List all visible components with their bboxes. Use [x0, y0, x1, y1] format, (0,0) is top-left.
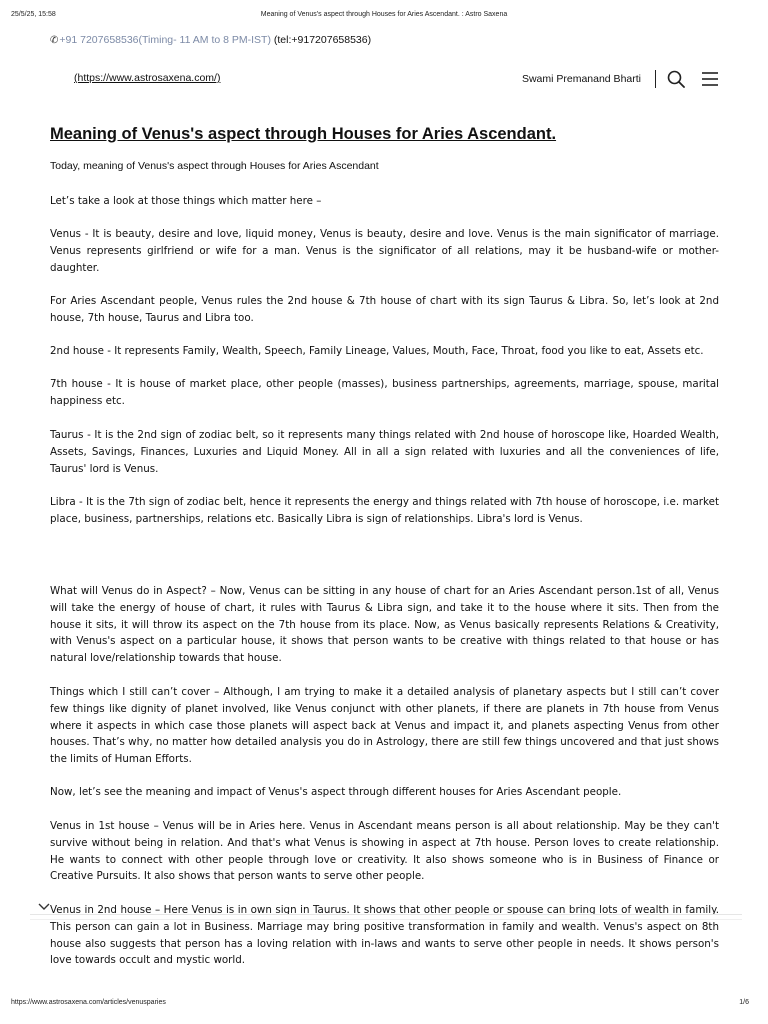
header-nav	[522, 66, 720, 92]
print-footer	[11, 999, 757, 1009]
article-paragraph: Now, let’s see the meaning and impact of Venus's aspect through different houses for Aries Ascendant people.	[50, 786, 622, 798]
article-paragraph: Taurus - It is the 2nd sign of zodiac belt, so it represents many things related with 2nd house of horoscope like, Hoarded Wealth, Assets, Savings, Finances, Luxuries and Liquid Money. All in all a sign related with luxuries and all the conveniences of life, Taurus' lord is Venus.	[50, 429, 719, 475]
article-paragraph: Venus - It is beauty, desire and love, liquid money, Venus is beauty, desire and love. Venus is the main significator of marriage. Venus represents girlfriend or wife for a man. Venus is the significator of all relations, may it be husband-wife or mother-daughter.	[50, 228, 719, 274]
hamburger-menu-icon	[701, 71, 719, 87]
article-paragraph: Libra - It is the 7th sign of zodiac belt, hence it represents the energy and things related with 7th house of horoscope, i.e. market place, business, partnerships, relations etc. Basically Libra is sign of relationships. Libra's lord is Venus.	[50, 496, 719, 525]
search-button[interactable]	[666, 69, 686, 89]
print-url: https://www.astrosaxena.com/articles/venusparies	[11, 999, 166, 1006]
user-name-link[interactable]: Swami Premanand Bharti	[521, 73, 641, 85]
article-title: Meaning of Venus's aspect through Houses for Aries Ascendant.	[50, 125, 557, 143]
menu-button[interactable]	[700, 69, 720, 89]
print-page-title: Meaning of Venus's aspect through Houses for Aries Ascendant. : Astro Saxena	[260, 11, 508, 18]
article-paragraph: Venus in 1st house – Venus will be in Aries here. Venus in Ascendant means person is all about relationship. May be they can't survive without being in relation. And that's what Venus is showing in aspect at 7th house. Person loves to create relationship. He wants to connect with other people through love or creativity. It also shows someone who is in Business of Finance or Creative Pursuits. It also shows that person wants to serve other people.	[50, 820, 719, 883]
nav-divider	[655, 70, 656, 88]
article-paragraph: Venus in 2nd house – Here Venus is in own sign in Taurus. It shows that other people or spouse can bring lots of wealth in family. This person can gain a lot in Business. Marriage may bring positive transformation in family and wealth. Venus's aspect on 8th house also suggests that person has a loving relation with in-laws and wants to serve other people in needs. It shows person's love towards occult and mystic world.	[50, 904, 719, 967]
article-intro: Today, meaning of Venus's aspect through Houses for Aries Ascendant	[50, 160, 379, 172]
chevron-down-icon[interactable]	[37, 902, 51, 912]
article	[50, 124, 719, 967]
tel-link[interactable]: (tel:+917207658536)	[273, 34, 372, 46]
phone-icon: ✆	[50, 35, 59, 46]
article-paragraph: For Aries Ascendant people, Venus rules the 2nd house & 7th house of chart with its sign Taurus & Libra. So, let’s look at 2nd house, 7th house, Taurus and Libra too.	[50, 295, 719, 324]
site-header	[50, 66, 720, 92]
article-paragraph: Things which I still can’t cover – Although, I am trying to make it a detailed analysis of planetary aspects but I still can’t cover few things like dignity of planet involved, like Venus conjunct with other planets, if there are planets in 7th house from Venus where it aspects in which case those planets will aspect back at Venus and impact it, and planets aspecting Venus from other houses. That’s why, no matter how detailed analysis you do in Astrology, there are still few things uncovered and that just shows the limits of Human Efforts.	[50, 686, 719, 766]
phone-link[interactable]: +91 7207658536(Timing- 11 AM to 8 PM-IST)	[59, 34, 271, 46]
page-divider	[30, 914, 742, 920]
home-link[interactable]: (https://www.astrosaxena.com/)	[74, 72, 221, 84]
article-paragraph: Let’s take a look at those things which matter here –	[50, 195, 322, 207]
article-paragraph: 7th house - It is house of market place, other people (masses), business partnerships, agreements, marriage, spouse, marital happiness etc.	[50, 378, 719, 407]
contact-line	[50, 34, 371, 46]
search-icon	[667, 70, 685, 88]
article-paragraph: 2nd house - It represents Family, Wealth, Speech, Family Lineage, Values, Mouth, Face, Throat, food you like to eat, Assets etc.	[50, 345, 704, 357]
article-paragraph: What will Venus do in Aspect? – Now, Venus can be sitting in any house of chart for an Aries Ascendant person.1st of all, Venus will take the energy of house of chart, it rules with Taurus & Libra sign, and take it to the house where it sits. Then from the house it sits, it will throw its aspect on the 7th house from its place. Now, as Venus basically represents Relations & Creativity, with Venus's aspect on a particular house, it shows that person wants to be creative with things related to that house or has natural love/relationship towards that house.	[50, 585, 719, 665]
print-page-count: 1/6	[739, 999, 749, 1006]
print-datetime: 25/5/25, 15:58	[11, 11, 56, 18]
print-header	[11, 11, 757, 23]
